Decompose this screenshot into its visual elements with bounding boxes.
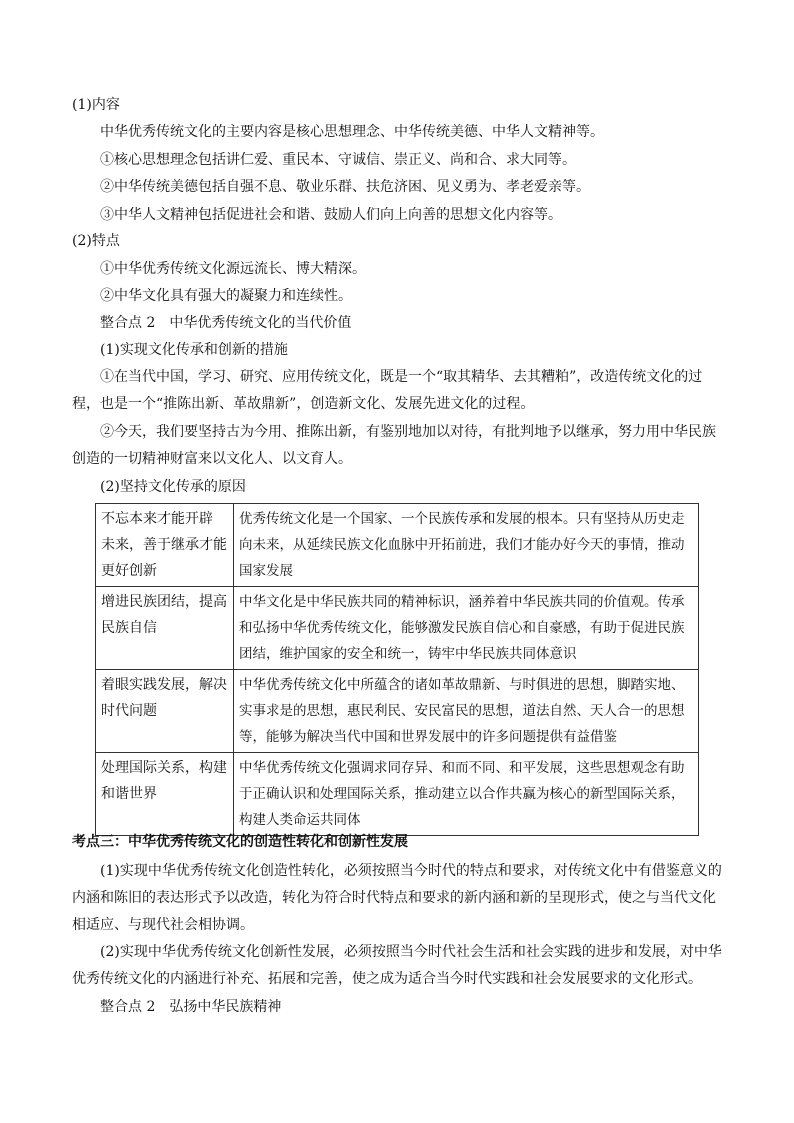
measures-subheading: (1)实现文化传承和创新的措施	[100, 342, 288, 358]
measure-paragraph-2-line-1: ②今天，我们要坚持古为今用、推陈出新，有鉴别地加以对待，有批判地予以继承，努力用中华民族	[100, 424, 716, 440]
reason-title-line: 和谐世界	[101, 786, 157, 802]
reason-detail-line: 中华优秀传统文化强调求同存异、和而不同、和平发展，这些思想观念有助	[239, 760, 685, 776]
reason-title-cell	[96, 587, 234, 670]
development-line-1: (2)实现中华优秀传统文化创新性发展，必须按照当今时代社会生活和社会实践的进步和发展，对中华	[100, 944, 722, 960]
feature-item-1: ①中华优秀传统文化源远流长、博大精深。	[100, 261, 366, 277]
table-row	[96, 753, 699, 836]
reason-detail-line: 构建人类命运共同体	[239, 812, 361, 828]
reason-title-line: 时代问题	[101, 703, 157, 719]
table-row	[96, 504, 699, 587]
reason-title-line: 增进民族团结，提高	[101, 594, 227, 610]
reason-title-line: 未来，善于继承才能	[101, 537, 227, 553]
transformation-line-3: 相适应、与现代社会相协调。	[72, 917, 254, 933]
reason-title-cell	[96, 504, 234, 587]
feature-item-2: ②中华文化具有强大的凝聚力和连续性。	[100, 288, 352, 304]
reason-detail-line: 于正确认识和处理国际关系，推动建立以合作共赢为核心的新型国际关系，	[239, 786, 685, 802]
reason-detail-line: 和弘扬中华优秀传统文化，能够激发民族自信心和自豪感，有助于促进民族	[239, 620, 685, 636]
table-row	[96, 587, 699, 670]
reason-title-cell	[96, 753, 234, 836]
section-heading-features: (2)特点	[72, 233, 120, 249]
measure-paragraph-1-line-2: 程，也是一个“推陈出新、革故鼎新”，创造新文化、发展先进文化的过程。	[72, 396, 535, 412]
reason-detail-line: 团结，维护国家的安全和统一，铸牢中华民族共同体意识	[239, 646, 577, 662]
reason-detail-cell	[234, 753, 699, 836]
reason-title-line: 不忘本来才能开辟	[101, 511, 213, 527]
reason-title-cell	[96, 670, 234, 753]
reason-title-line: 处理国际关系，构建	[101, 760, 227, 776]
content-item-2: ②中华传统美德包括自强不息、敬业乐群、扶危济困、见义勇为、孝老爱亲等。	[100, 179, 590, 195]
next-integration-heading: 整合点 2 弘扬中华民族精神	[100, 999, 282, 1015]
development-line-2: 优秀传统文化的内涵进行补充、拓展和完善，使之成为适合当今时代实践和社会发展要求的文化形式。	[72, 971, 702, 987]
integration-point-heading: 整合点 2 中华优秀传统文化的当代价值	[100, 315, 352, 331]
section-heading-content: (1)内容	[72, 97, 120, 113]
reason-detail-line: 国家发展	[239, 563, 293, 579]
reason-title-line: 更好创新	[101, 563, 157, 579]
reasons-subheading: (2)坚持文化传承的原因	[100, 479, 246, 495]
reason-title-line: 着眼实践发展，解决	[101, 677, 227, 693]
measure-paragraph-2-line-2: 创造的一切精神财富来以文化人、以文育人。	[72, 451, 352, 467]
exam-point-3-heading: 考点三：中华优秀传统文化的创造性转化和创新性发展	[72, 834, 408, 850]
reason-detail-line: 向未来，从延续民族文化血脉中开拓前进，我们才能办好今天的事情，推动	[239, 537, 685, 553]
reason-detail-line: 实事求是的思想，惠民利民、安民富民的思想，道法自然、天人合一的思想	[239, 703, 685, 719]
reason-detail-line: 等，能够为解决当代中国和世界发展中的许多问题提供有益借鉴	[239, 729, 617, 745]
reason-detail-line: 中华文化是中华民族共同的精神标识，涵养着中华民族共同的价值观。传承	[239, 594, 685, 610]
reason-detail-cell	[234, 587, 699, 670]
reason-detail-line: 优秀传统文化是一个国家、一个民族传承和发展的根本。只有坚持从历史走	[239, 511, 685, 527]
transformation-line-2: 内涵和陈旧的表达形式予以改造，转化为符合时代特点和要求的新内涵和新的呈现形式，使之与当代文化	[72, 890, 716, 906]
reason-detail-line: 中华优秀传统文化中所蕴含的诸如革故鼎新、与时俱进的思想，脚踏实地、	[239, 677, 685, 693]
content-intro: 中华优秀传统文化的主要内容是核心思想理念、中华传统美德、中华人文精神等。	[100, 124, 604, 140]
content-item-1: ①核心思想理念包括讲仁爱、重民本、守诚信、崇正义、尚和合、求大同等。	[100, 152, 576, 168]
reasons-table	[95, 503, 699, 836]
reason-title-line: 民族自信	[101, 620, 157, 636]
table-row	[96, 670, 699, 753]
reason-detail-cell	[234, 504, 699, 587]
transformation-line-1: (1)实现中华优秀传统文化创造性转化，必须按照当今时代的特点和要求，对传统文化中有借鉴意义的	[100, 863, 722, 879]
content-item-3: ③中华人文精神包括促进社会和谐、鼓励人们向上向善的思想文化内容等。	[100, 207, 562, 223]
measure-paragraph-1-line-1: ①在当代中国，学习、研究、应用传统文化，既是一个“取其精华、去其糟粕”，改造传统文化的过	[100, 369, 703, 385]
reason-detail-cell	[234, 670, 699, 753]
